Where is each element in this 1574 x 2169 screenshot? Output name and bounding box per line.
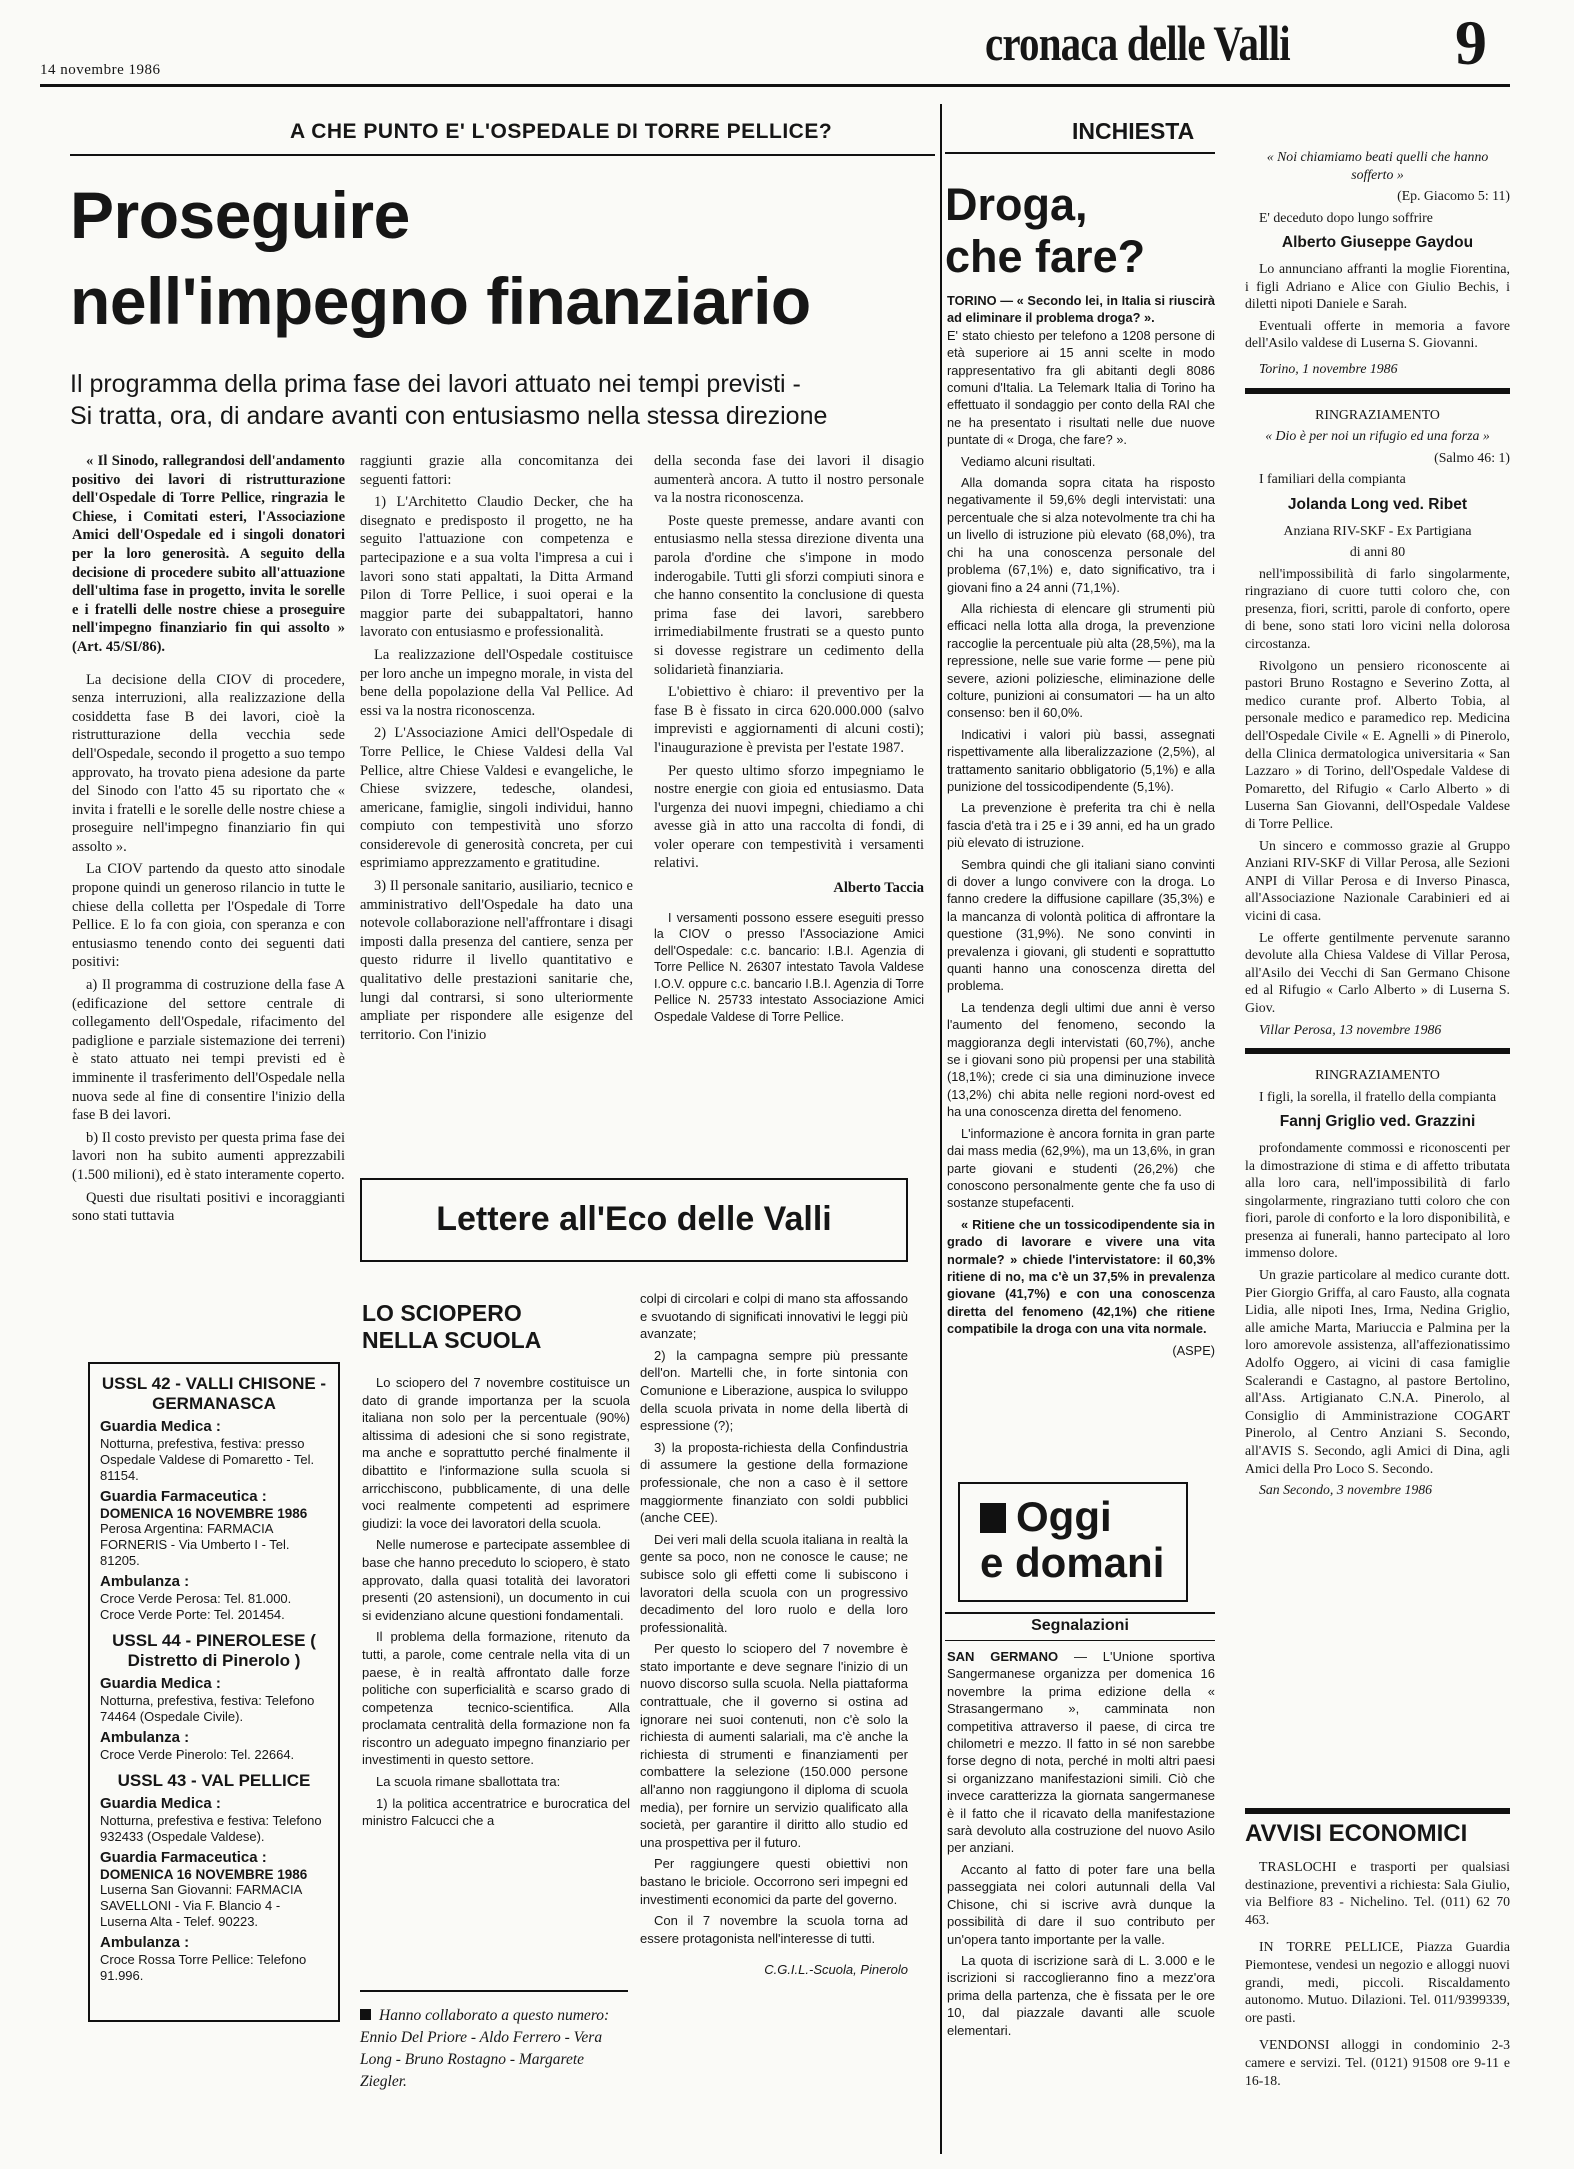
collab-rule	[360, 1990, 628, 1992]
obit-name-1: Alberto Giuseppe Gaydou	[1281, 234, 1474, 252]
ambulanza-text: Croce Rossa Torre Pellice: Telefono 91.996.	[100, 1952, 307, 1983]
classified-ad: IN TORRE PELLICE, Piazza Guardia Piemontese, vendesi un negozio e alloggi nuovi grandi, medi, piccoli. Riscaldamento autonomo. Mutuo. Dilazioni. Tel. 011/9399339, ore pasti.	[1245, 1939, 1510, 2025]
paragraph: La decisione della CIOV di procedere, senza interruzioni, alla realizzazione della cosiddetta fase B dei lavori, cioè la ristrutturazione della vecchia sede dell'Ospedale, secondo il progetto a suo tempo approvato, ha trovato piena adesione da parte del Sinodo con l'atto 45 su riportato che « invita i fratelli e le sorelle delle nostre chiese a proseguire nell'impegno finanziario fin qui assolto ».	[72, 671, 345, 855]
guardia-farmaceutica-label: Guardia Farmaceutica :	[100, 1849, 267, 1866]
paragraph: 3) Il personale sanitario, ausiliario, tecnico e amministrativo dell'Ospedale ha dato una notevole collaborazione nell'affrontare i disagi imposti dalla presenza del cantiere, senza per questo ridurre il livello quantitativo e qualitativo delle prestazioni sanitarie che, lungi dal contrarsi, si sono ulteriormente ampliate per rispondere alle esigenze del territorio. Con l'inizio	[360, 878, 633, 1043]
obit-text-2b: Rivolgono un pensiero riconoscente ai pastori Bruno Rostagno e Severino Zotta, al medico curante prof. Alberto Tobia, al personale medico e paramedico rep. Medicina dell'Ospedale Civile « E. Agnelli » di Pinerolo, della Clinica dermatologica universitaria « San Lazzaro » di Torino, dell'Ospedale Valdese di Pomaretto, del Rifugio « Carlo Alberto » di Luserna San Giovanni, dell'Ospedale Valdese di Torre Pellice.	[1245, 657, 1510, 831]
obit-place-1: Torino, 1 novembre 1986	[1259, 360, 1398, 376]
square-bullet-icon	[360, 2009, 371, 2020]
paragraph: colpi di circolari e colpi di mano sta affossando e svuotando di significati innovativi le leggi più avanzate;	[640, 1291, 908, 1342]
paragraph: « Ritiene che un tossicodipendente sia in grado di lavorare e vivere una vita normale? » chiede l'intervistatore: il 60,3% ritiene di no, ma c'è un 37,5% in prevalenza giovane (41,7%) e con una conoscenza diretta del fenomeno (42,1%) che ritiene compatibile la droga con una vita normale.	[947, 1216, 1215, 1337]
obit-text-3: profondamente commossi e riconoscenti per la dimostrazione di stima e di affetto tributata alla loro cara, nell'impossibilità di farlo singolarmente, ringraziano tutti coloro che con fiori, parole di conforto e la loro disponibilità, e presenza ai funerali, hanno partecipato al loro immenso dolore.	[1245, 1139, 1510, 1261]
main-column-1	[72, 452, 345, 1332]
obit-intro-1: E' deceduto dopo lungo soffrire	[1259, 209, 1433, 225]
ringraziamento-label: RINGRAZIAMENTO	[1315, 406, 1440, 422]
paragraph: E' stato chiesto per telefono a 1208 persone di età superiore ai 15 anni scelte in modo rappresentativo fra gli abitanti degli 8086 comuni d'Italia. La Telemark Italia di Torino ha effettuato il sondaggio per conto della RAI che ne ha presentato i risultati nelle due nuove puntate di « Droga, che fare? ».	[947, 327, 1215, 448]
paragraph: 2) la campagna sempre più pressante dell'on. Martelli che, in forte sintonia con Comunione e Liberazione, auspica lo sviluppo della scuola privata in nome della libertà di espressione (?);	[640, 1347, 908, 1434]
square-bullet-icon	[980, 1503, 1006, 1533]
collab-text: Hanno collaborato a questo numero: Ennio Del Priore - Aldo Ferrero - Vera Long - Bruno Rostagno - Margarete Ziegler.	[360, 2007, 610, 2090]
obit-quote-ref-1: (Ep. Giacomo 5: 11)	[1397, 188, 1510, 204]
column-divider	[940, 104, 942, 2154]
inchiesta-headline-1: Droga,	[945, 179, 1088, 230]
lettere-column-2	[640, 1290, 908, 2150]
classified-ad: TRASLOCHI e trasporti per qualsiasi destinazione, preventivi a richiesta: Sala Giulio, via Belfiore 83 - Nichelino. Tel. (011) 62 70 463.	[1245, 1859, 1510, 1927]
ussl-box	[88, 1362, 340, 2022]
paragraph: Per questo lo sciopero del 7 novembre è stato importante e deve segnare l'inizio di un nuovo discorso sulla scuola. Nella piattaforma contrattuale, che il governo si ostina ad ignorare nei suoi contenuti, non c'è solo la richiesta di aumenti salariali, ma c'è anche la richiesta di strumenti e finanziamenti per combattere la selezione (150.000 persone all'anno non raggiungono il diploma di scuola media), per fornire un servizio qualificato alla società, per garantire il diritto allo studio ed una prospettiva per il futuro.	[640, 1641, 908, 1850]
main-headline-1: Proseguire	[70, 178, 410, 252]
paragraph: Dei veri mali della scuola italiana in realtà la gente sa poco, non ne conosce le cause; ne subisce solo gli effetti come li subiscono i lavoratori della scuola con un progressivo decadimento del loro ruolo e della loro professionalità.	[640, 1531, 908, 1635]
main-subtitle-1: Il programma della prima fase dei lavori attuato nei tempi previsti -	[70, 370, 801, 398]
lettere-signature: C.G.I.L.-Scuola, Pinerolo	[764, 1962, 908, 1978]
oggi-body	[947, 1648, 1215, 2153]
inchiesta-headline-2: che fare?	[945, 231, 1146, 282]
obit-text-1: Lo annunciano affranti la moglie Fiorentina, i figli Adriano e Alice con Giulio Bechis, i diletti nipoti Daniele e Sarah.	[1245, 260, 1510, 312]
paragraph: La realizzazione dell'Ospedale costituisce per loro anche un impegno morale, in vista del bene della popolazione della Val Pellice. Ad essi va la nostra riconoscenza.	[360, 646, 633, 719]
paragraph: della seconda fase dei lavori il disagio aumenterà ancora. A tutto il nostro personale va la nostra riconoscenza.	[654, 453, 924, 507]
paragraph: La quota di iscrizione sarà di L. 3.000 e le iscrizioni si raccoglieranno fino a mezz'ora prima della partenza, che è fissata per le ore 10, dal piazzale davanti alle scuole elementari.	[947, 1952, 1215, 2038]
paragraph: L'informazione è ancora fornita in gran parte dai mass media (62,9%), ma un 13,6%, in gran parte giovani e studenti (26,2%) che conoscono personalmente gente che fa uso di sostanze stupefacenti.	[947, 1125, 1215, 1211]
inchiesta-rule	[945, 152, 1215, 154]
obit-name-3: Fannj Griglio ved. Grazzini	[1279, 1113, 1476, 1131]
ambulanza-label: Ambulanza :	[100, 1729, 190, 1746]
inchiesta-label: INCHIESTA	[1072, 118, 1195, 144]
paragraph: Per questo ultimo sforzo impegniamo le nostre energie con gioia ed entusiasmo. Data l'urgenza dei nuovi impegni, chiediamo a chi avesse già in atto una raccolta di fondi, di voler operare con tempestività i versamenti relativi.	[654, 762, 924, 872]
paragraph: a) Il programma di costruzione della fase A (edificazione del settore centrale di collegamento dell'Ospedale, rifacimento del padiglione e parziale sistemazione dei terreni) è stato attuato nei tempi previsti ed è imminente il trasferimento dell'Ospedale nella nuova sede al fine di consentire l'inizio della fase B dei lavori.	[72, 977, 345, 1124]
obit-intro-2: I familiari della compianta	[1259, 471, 1406, 487]
main-headline-2: nell'impegno finanziario	[70, 264, 811, 338]
ambulanza-text: Croce Verde Perosa: Tel. 81.000. Croce Verde Porte: Tel. 201454.	[100, 1591, 292, 1622]
paragraph: Sembra quindi che gli italiani siano convinti di dover a lungo convivere con la droga. Lo fanno credere la diffusione capillare (35,3%) e la mancanza di volontà politica di affrontare la questione (31,9%). Ne sono convinti in prevalenza i giovani, gli studenti e soprattutto quanti hanno una conoscenza diretta del problema.	[947, 856, 1215, 994]
paragraph: Con il 7 novembre la scuola torna ad essere protagonista nell'interesse di tutti.	[640, 1913, 908, 1946]
obit-text-2d: Le offerte gentilmente pervenute saranno devolute alla Chiesa Valdese di Villar Perosa, all'Asilo dei Vecchi di San Germano Chisone ed al Rifugio « Carlo Alberto » di Luserna S. Giov.	[1245, 929, 1510, 1015]
main-kicker: A CHE PUNTO E' L'OSPEDALE DI TORRE PELLICE?	[290, 120, 833, 143]
paragraph: Questi due risultati positivi e incoraggianti sono stati tuttavia	[72, 1189, 345, 1225]
obit-text-1b: Eventuali offerte in memoria a favore dell'Asilo valdese di Luserna S. Giovanni.	[1245, 317, 1510, 351]
avvisi-top-rule	[1245, 1808, 1510, 1814]
paragraph	[947, 1648, 1215, 1857]
avvisi-column	[1245, 1858, 1510, 2158]
guardia-medica-text: Notturna, prefestiva e festiva: Telefono 932433 (Ospedale Valdese).	[100, 1813, 322, 1844]
lettere-column-1	[362, 1374, 630, 1914]
paragraph: La tendenza degli ultimi due anni è verso l'aumento del fenomeno, secondo la maggioranza degli intervistati (60,7%), anche se i giovani sono più propensi per una stabilità (18,1%); crede ci sia una diminuzione invece (13,2%) chi abita nelle regioni nord-ovest ed ha una conoscenza diretta del fenomeno.	[947, 999, 1215, 1120]
guardia-medica-label: Guardia Medica :	[100, 1795, 221, 1812]
paragraph: b) Il costo previsto per questa prima fase dei lavori non ha subito aumenti apprezzabili (1.500 milioni), ed è stato interamente coperto.	[72, 1129, 345, 1183]
main-column-3	[654, 452, 924, 1172]
guardia-medica-label: Guardia Medica :	[100, 1675, 221, 1692]
ringraziamento-label: RINGRAZIAMENTO	[1315, 1067, 1440, 1083]
obit-name-2: Jolanda Long ved. Ribet	[1287, 495, 1468, 513]
section-title: cronaca delle Valli	[985, 15, 1290, 71]
oggi-title-2: e domani	[980, 1539, 1165, 1586]
obit-quote-1: « Noi chiamiamo beati quelli che hanno sofferto »	[1266, 149, 1489, 182]
paragraph: Alla richiesta di elencare gli strumenti più efficaci nella lotta alla droga, la prevenzione raccoglie la percentuale più alta (28,5%), ma la repressione, nelle sue varie forme — pene più severe, azioni poliziesche, eliminazione delle colture, punizioni ai consumatori — ha un alto consenso: ben il 60,0%.	[947, 600, 1215, 721]
obit-quote-2: « Dio è per noi un rifugio ed una forza »	[1265, 428, 1490, 444]
obituaries-column	[1245, 148, 1510, 1788]
main-column-2	[360, 452, 633, 1172]
segnalazioni-label: Segnalazioni	[1031, 1617, 1129, 1634]
lettere-headline-1: LO SCIOPERO	[362, 1300, 522, 1326]
paragraph: Per raggiungere questi obiettivi non bastano le briciole. Occorrono seri impegni ed investimenti economici da parte del governo.	[640, 1856, 908, 1907]
page-number: 9	[1455, 7, 1487, 78]
inchiesta-body	[947, 292, 1215, 1457]
ussl-title-43: USSL 43 - VAL PELLICE	[117, 1771, 311, 1790]
paragraph: 1) L'Architetto Claudio Decker, che ha disegnato e predisposto il progetto, ne ha seguito l'attuazione con competenza e partecipazione e a sua volta l'impresa a cui i lavori sono stati appaltati, la Ditta Armand Pilon di Torre Pellice, i suoi operai e la maggior parte dei subappaltatori, hanno lavorato con entusiasmo e professionalità.	[360, 494, 633, 641]
paragraph: Vediamo alcuni risultati.	[961, 453, 1096, 469]
obit-line-2b: Anziana RIV-SKF - Ex Partigiana	[1283, 522, 1472, 538]
ambulanza-text: Croce Verde Pinerolo: Tel. 22664.	[100, 1747, 295, 1762]
paragraph: La prevenzione è preferita tra chi è nella fascia d'età tra i 25 e i 39 anni, ed ha un grado più elevato di istruzione.	[947, 800, 1215, 851]
obit-place-3: San Secondo, 3 novembre 1986	[1259, 1482, 1433, 1498]
pharmacy-text: Luserna San Giovanni: FARMACIA SAVELLONI - Via F. Blancio 4 - Luserna Alta - Telef. 90223.	[100, 1882, 302, 1929]
paragraph: Indicativi i valori più bassi, assegnati rispettivamente alla liberalizzazione (2,5%), al trattamento sanitario obbligatorio (5,1%) e alla punizione del tossicodipendente (5,1%).	[947, 726, 1215, 794]
inchiesta-lead: TORINO — « Secondo lei, in Italia si riuscirà ad eliminare il problema droga? ».	[947, 293, 1215, 326]
avvisi-title: AVVISI ECONOMICI	[1245, 1820, 1468, 1847]
guardia-medica-text: Notturna, prefestiva, festiva: Telefono 74464 (Ospedale Civile).	[100, 1693, 315, 1724]
paragraph: 3) la proposta-richiesta della Confindustria di assumere la gestione della formazione professionale, che non a caso è il settore maggiormente finanziato con soldi pubblici (anche CEE).	[640, 1439, 908, 1526]
ambulanza-label: Ambulanza :	[100, 1573, 190, 1590]
obit-text-3b: Un grazie particolare al medico curante dott. Pier Giorgio Griffa, al caro Fausto, alla cognata Lidia, alle nipoti Ines, Irma, Nedina Griglio, alle amiche Marta, Mariuccia e Palmina per la loro amorevole assistenza, all'affezionatissimo Adolfo Oggero, ai vicini di casa famiglie Scalerandi e Castagno, al pastore Bertolino, all'Ass. Artigianato C.N.A. Pinerolo, al Consiglio di Amministrazione COGART Pinerolo, al Centro Anziani S. Secondo, all'AVIS S. Secondo, agli Amici di Dina, agli Amici della Pro Loco S. Secondo.	[1245, 1267, 1510, 1476]
paragraph: 1) la politica accentratrice e burocratica del ministro Falcucci che a	[362, 1795, 630, 1829]
collab-note	[360, 2005, 628, 2093]
paragraph: Nelle numerose e partecipate assemblee di base che hanno preceduto lo sciopero, è stato approvato, dalla quasi totalità dei lavoratori presenti (20 astensioni), un documento in cui si evidenziano alcune questioni fondamentali.	[362, 1537, 630, 1623]
classified-ad: VENDONSI alloggi in condominio 2-3 camere e servizi. Tel. (0121) 91508 ore 9-11 e 16-18.	[1245, 2037, 1510, 2088]
obit-divider	[1245, 388, 1510, 394]
duty-date: DOMENICA 16 NOVEMBRE 1986	[100, 1867, 308, 1882]
paragraph: Accanto al fatto di poter fare una bella passeggiata nei colori autunnali della Val Chisone, chi si iscrive avrà dunque la possibilità di dare il suo contributo per un'opera tanto importante per la valle.	[947, 1861, 1215, 1947]
obit-text-2: nell'impossibilità di farlo singolarmente, ringraziano di cuore tutti coloro che, con presenza, fiori, scritti, parole di conforto, opere di bene, sono stati loro vicini nella dolorosa circostanza.	[1245, 565, 1510, 652]
main-subtitle-2: Si tratta, ora, di andare avanti con entusiasmo nella stessa direzione	[70, 402, 828, 430]
ussl-title-44: USSL 44 - PINEROLESE ( Distretto di Pinerolo )	[112, 1631, 316, 1670]
oggi-box	[958, 1482, 1188, 1602]
obit-intro-3: I figli, la sorella, il fratello della compianta	[1259, 1088, 1497, 1104]
paragraph: 2) L'Associazione Amici dell'Ospedale di Torre Pellice, le Chiese Valdesi della Val Pellice, altre Chiese Valdesi e evangeliche, le Chiese svizzere, tedesche, olandesi, americane, famiglie, singoli individui, hanno compiuto con tempestività uno sforzo considerevole di generosità concreta, per cui esprimiamo apprezzamento e gratitudine.	[360, 725, 633, 872]
article-author: Alberto Taccia	[833, 880, 924, 897]
paragraph: Poste queste premesse, andare avanti con entusiasmo nella stessa direzione diventa una parola d'ordine che s'impone in modo inderogabile. Tutti gli sforzi compiuti sinora e che hanno consentito la conclusione di questa prima fase dei lavori, sarebbero irrimediabilmente frustrati se a questo punto si dovesse registrare un cedimento della solidarietà finanziaria.	[654, 512, 924, 678]
paragraph: Alla domanda sopra citata ha risposto negativamente il 59,6% degli intervistati: una percentuale che si alza notevolmente tra chi ha un livello di istruzione più elevato (68,0%), tra chi ha una conoscenza personale del problema (67,1%) e, dato significativo, tra i giovani fino a 24 anni (71,1%).	[947, 475, 1215, 595]
ambulanza-label: Ambulanza :	[100, 1934, 190, 1951]
obit-quote-ref-2: (Salmo 46: 1)	[1434, 449, 1510, 465]
pharmacy-text: Perosa Argentina: FARMACIA FORNERIS - Via Umberto I - Tel. 81205.	[100, 1521, 290, 1568]
obit-divider	[1245, 1048, 1510, 1054]
obit-text-2c: Un sincero e commosso grazie al Gruppo Anziani RIV-SKF di Villar Perosa, alle Sezioni ANPI di Villar Perosa e di Inverso Pinasca, all'Associazione Nazionale Carabinieri ed ai vicini di casa.	[1245, 837, 1510, 923]
ussl-title-42: USSL 42 - VALLI CHISONE - GERMANASCA	[101, 1374, 327, 1413]
payment-info: I versamenti possono essere eseguiti presso la CIOV o presso l'Associazione Amici dell'Ospedale: c.c. bancario: I.B.I. Agenzia di Torre Pellice N. 26307 intestato Tavola Valdese I.O.V. oppure c.c. bancario I.B.I. Agenzia di Torre Pellice N. 25733 intestato Associazione Amici Ospedale Valdese di Torre Pellice.	[654, 910, 924, 1024]
header-rule	[40, 84, 1510, 87]
paragraph: La scuola rimane sballottata tra:	[376, 1774, 561, 1790]
guardia-farmaceutica-label: Guardia Farmaceutica :	[100, 1488, 267, 1505]
guardia-medica-text: Notturna, prefestiva, festiva: presso Ospedale Valdese di Pomaretto - Tel. 81154.	[100, 1436, 315, 1483]
paragraph: La CIOV partendo da questo atto sinodale propone quindi un generoso rilancio in tutte le chiese della colletta per l'Ospedale di Torre Pellice. E lo fa con gioia, con speranza e con entusiasmo tenendo conto dei seguenti dati positivi:	[72, 861, 345, 971]
paragraph: L'obiettivo è chiaro: il preventivo per la fase B è fissato in circa 620.000.000 (salvo imprevisti e aggiornamenti di alcuni costi); l'inaugurazione è prevista per l'estate 1987.	[654, 684, 924, 756]
paragraph: raggiunti grazie alla concomitanza dei seguenti fattori:	[360, 453, 633, 488]
paragraph: Il problema della formazione, ritenuto da tutti, a parole, come centrale nella vita di un paese, è in realtà affrontato dalle forze politiche con superficialità e scarso grado di competenza tecnico-scientifica. Alla proclamata centralità della formazione non fa riscontro un adeguato impegno finanziario per investimenti in questo settore.	[362, 1629, 630, 1768]
oggi-title-1	[980, 1494, 1186, 1540]
guardia-medica-label: Guardia Medica :	[100, 1418, 221, 1435]
lettere-banner: Lettere all'Eco delle Valli	[436, 1200, 832, 1238]
synod-quote: « Il Sinodo, rallegrandosi dell'andamento positivo dei lavori di ristrutturazione dell'Ospedale di Torre Pellice, ringrazia le Chiese, i Comitati esteri, l'Associazione Amici dell'Ospedale ed i singoli donatori per la loro generosità. A seguito della decisione di procedere subito all'attuazione dell'ultima fase in progetto, invita le sorelle e i fratelli delle nostre chiese a proseguire nell'impegno finanziario fin qui assolto » (Art. 45/SI/86).	[72, 453, 345, 655]
duty-date: DOMENICA 16 NOVEMBRE 1986	[100, 1506, 308, 1521]
segnalazioni-rule	[945, 1640, 1215, 1641]
lettere-banner-box	[360, 1178, 908, 1262]
inchiesta-source: (ASPE)	[1172, 1342, 1215, 1358]
oggi-lead: SAN GERMANO	[947, 1649, 1059, 1664]
obit-place-2: Villar Perosa, 13 novembre 1986	[1259, 1021, 1442, 1037]
kicker-rule	[70, 154, 935, 156]
oggi-title-word: Oggi	[1016, 1493, 1112, 1540]
lettere-headline-2: NELLA SCUOLA	[362, 1327, 542, 1353]
obit-line-2c: di anni 80	[1349, 544, 1406, 560]
segnalazioni-rule	[945, 1612, 1215, 1614]
paragraph: Lo sciopero del 7 novembre costituisce un dato di grande importanza per la scuola italiana non solo per la percentuale (90%) altissima di adesioni che si sono registrate, ma anche e soprattutto perché finalmente il dibattito e l'informazione sulla scuola si arricchiscono, pubblicamente, di una delle voci realmente competenti ad esprimere giudizi: la voce dei lavoratori della scuola.	[362, 1375, 630, 1531]
oggi-lead-text: — L'Unione sportiva Sangermanese organizza per domenica 16 novembre la prima edizione della « Strasangermano », camminata non competitiva attraverso il paese, di circa tre chilometri e mezzo. Il fatto in sé non sarebbe forse degno di nota, perché in molti altri paesi si organizzano manifestazioni simili. Ciò che invece caratterizza la giornata sangermanese è il fatto che il ricavato della manifestazione sarà devoluto alla costruzione del nuovo Asilo per anziani.	[947, 1649, 1215, 1856]
issue-date: 14 novembre 1986	[40, 62, 161, 78]
